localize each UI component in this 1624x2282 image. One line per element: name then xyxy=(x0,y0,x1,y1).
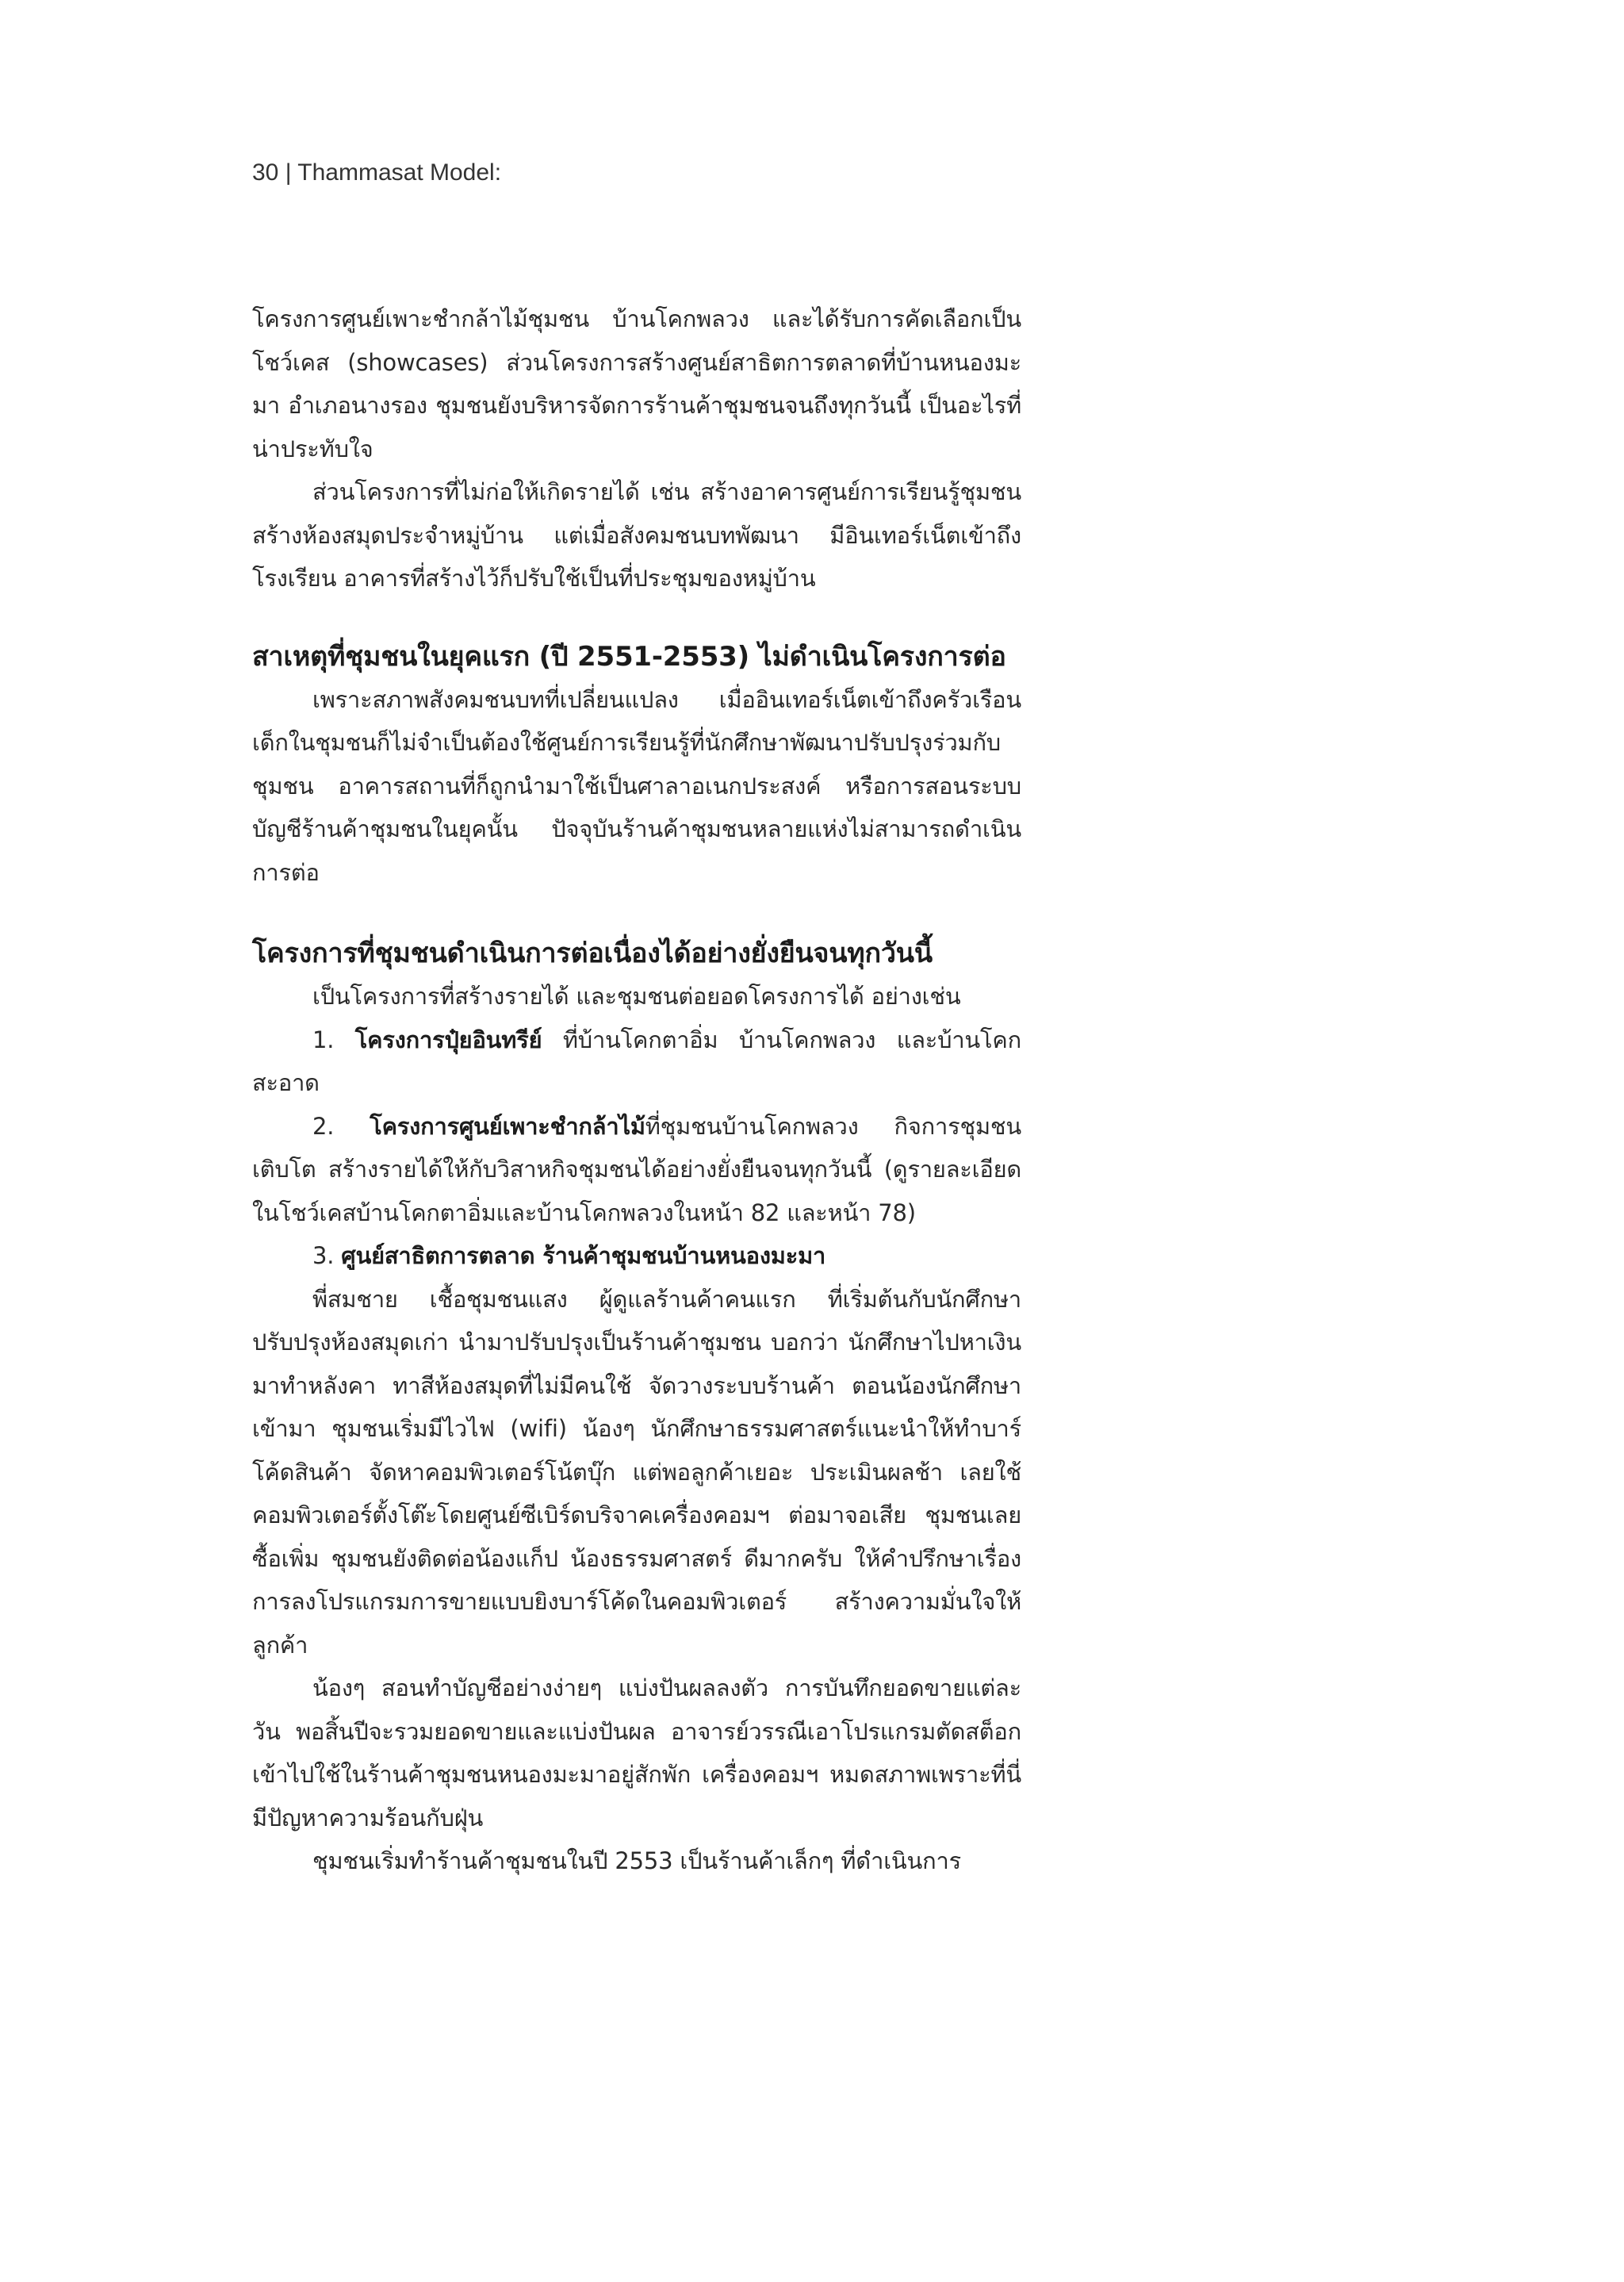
section-heading: สาเหตุที่ชุมชนในยุคแรก (ปี 2551-2553) ไม่ดำเนินโครงการต่อ xyxy=(252,640,1006,673)
list-item-number: 1. xyxy=(312,1026,355,1053)
running-head: 30 | Thammasat Model: xyxy=(252,159,502,186)
list-item-number: 2. xyxy=(312,1112,370,1140)
section-heading: โครงการที่ชุมชนดำเนินการต่อเนื่องได้อย่างยั่งยืนจนทุกวันนี้ xyxy=(252,938,933,969)
paragraph: พี่สมชาย เชื้อชุมชนแสง ผู้ดูแลร้านค้าคนแรก ที่เริ่มต้นกับนักศึกษาปรับปรุงห้องสมุดเก่า นำมาปรับปรุงเป็นร้านค้าชุมชน บอกว่า นักศึกษาไปหาเงินมาทำหลังคา ทาสีห้องสมุดที่ไม่มีคนใช้ จัดวางระบบร้านค้า ตอนน้องนักศึกษาเข้ามา ชุมชนเริ่มมีไวไฟ (wifi) น้องๆ นักศึกษาธรรมศาสตร์แนะนำให้ทำบาร์โค้ดสินค้า จัดหาคอมพิวเตอร์โน้ตบุ๊ก แต่พอลูกค้าเยอะ ประเมินผลช้า เลยใช้คอมพิวเตอร์ตั้งโต๊ะโดยศูนย์ซีเบิร์ดบริจาคเครื่องคอมฯ ต่อมาจอเสีย ชุมชนเลยซื้อเพิ่ม ชุมชนยังติดต่อน้องแก็ป น้องธรรมศาสตร์ ดีมากครับ ให้คำปรึกษาเรื่องการลงโปรแกรมการขายแบบยิงบาร์โค้ดในคอมพิวเตอร์ สร้างความมั่นใจให้ลูกค้า xyxy=(252,1285,1021,1659)
list-item-title: โครงการปุ๋ยอินทรีย์ xyxy=(354,1026,542,1053)
body-text xyxy=(252,297,1021,1883)
list-item xyxy=(252,1018,1021,1105)
list-item-title: โครงการศูนย์เพาะชำกล้าไม้ xyxy=(370,1112,645,1140)
list-item xyxy=(252,1105,1021,1235)
list-item-number: 3. xyxy=(312,1242,342,1269)
list-item xyxy=(252,1234,1021,1278)
list-item-text: ที่บ้านโคกตาอิ่ม บ้านโคกพลวง และบ้านโคกสะอาด xyxy=(252,1026,1021,1096)
paragraph: เพราะสภาพสังคมชนบทที่เปลี่ยนแปลง เมื่ออินเทอร์เน็ตเข้าถึงครัวเรือน เด็กในชุมชนก็ไม่จำเป็นต้องใช้ศูนย์การเรียนรู้ที่นักศึกษาพัฒนาปรับปรุงร่วมกับชุมชน อาคารสถานที่ก็ถูกนำมาใช้เป็นศาลาอเนกประสงค์ หรือการสอนระบบบัญชีร้านค้าชุมชนในยุคนั้น ปัจจุบันร้านค้าชุมชนหลายแห่งไม่สามารถดำเนินการต่อ xyxy=(252,685,1021,886)
paragraph: ส่วนโครงการที่ไม่ก่อให้เกิดรายได้ เช่น สร้างอาคารศูนย์การเรียนรู้ชุมชน สร้างห้องสมุดประจำหมู่บ้าน แต่เมื่อสังคมชนบทพัฒนา มีอินเทอร์เน็ตเข้าถึงโรงเรียน อาคารที่สร้างไว้ก็ปรับใช้เป็นที่ประชุมของหมู่บ้าน xyxy=(252,478,1021,592)
list-item-title: ศูนย์สาธิตการตลาด ร้านค้าชุมชนบ้านหนองมะมา xyxy=(341,1242,826,1269)
paragraph: เป็นโครงการที่สร้างรายได้ และชุมชนต่อยอดโครงการได้ อย่างเช่น xyxy=(312,983,961,1010)
paragraph: น้องๆ สอนทำบัญชีอย่างง่ายๆ แบ่งปันผลลงตัว การบันทึกยอดขายแต่ละวัน พอสิ้นปีจะรวมยอดขายและแบ่งปันผล อาจารย์วรรณีเอาโปรแกรมตัดสต็อกเข้าไปใช้ในร้านค้าชุมชนหนองมะมาอยู่สักพัก เครื่องคอมฯ หมดสภาพเพราะที่นี่มีปัญหาความร้อนกับฝุ่น xyxy=(252,1674,1021,1831)
paragraph: ชุมชนเริ่มทำร้านค้าชุมชนในปี 2553 เป็นร้านค้าเล็กๆ ที่ดำเนินการ xyxy=(312,1847,961,1874)
list-item-text: ที่ชุมชนบ้านโคกพลวง กิจการชุมชนเติบโต สร้างรายได้ให้กับวิสาหกิจชุมชนได้อย่างยั่งยืนจนทุกวันนี้ (ดูรายละเอียดในโชว์เคสบ้านโคกตาอิ่มและบ้านโคกพลวงในหน้า 82 และหน้า 78) xyxy=(252,1112,1021,1226)
paragraph: โครงการศูนย์เพาะชำกล้าไม้ชุมชน บ้านโคกพลวง และได้รับการคัดเลือกเป็นโชว์เคส (showcases) ส่วนโครงการสร้างศูนย์สาธิตการตลาดที่บ้านหนองมะมา อำเภอนางรอง ชุมชนยังบริหารจัดการร้านค้าชุมชนจนถึงทุกวันนี้ เป็นอะไรที่น่าประทับใจ xyxy=(252,305,1021,462)
